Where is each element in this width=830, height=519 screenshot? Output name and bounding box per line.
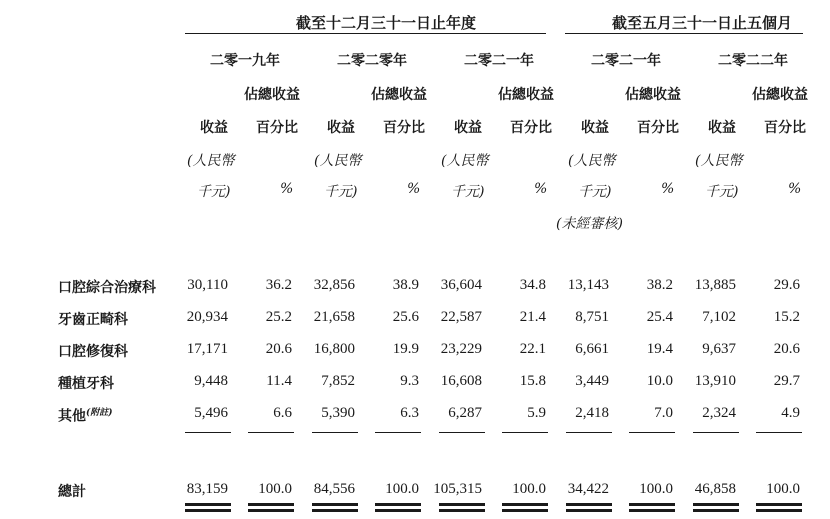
revenue-cell: 17,171 xyxy=(186,341,228,357)
subtotal-rule xyxy=(375,432,421,433)
total-percent-cell: 100.0 xyxy=(385,481,419,497)
unit-rmb-line1: (人民幣 xyxy=(695,153,743,169)
revenue-cell: 23,229 xyxy=(440,341,482,357)
total-revenue-cell: 83,159 xyxy=(186,481,228,497)
subtotal-rule xyxy=(502,432,548,433)
year-header: 二零二一年 xyxy=(591,53,661,69)
unit-pct: % xyxy=(280,181,294,197)
revenue-cell: 2,324 xyxy=(702,405,736,421)
period-underline-five-months xyxy=(565,33,803,34)
percent-cell: 10.0 xyxy=(646,373,673,389)
unit-rmb-line1: (人民幣 xyxy=(187,153,235,169)
revenue-header: 收益 xyxy=(581,120,609,136)
subtotal-rule xyxy=(629,432,675,433)
unit-pct: % xyxy=(407,181,421,197)
revenue-cell: 13,143 xyxy=(567,277,609,293)
subtotal-rule xyxy=(693,432,739,433)
unit-pct: % xyxy=(661,181,675,197)
row-label xyxy=(58,309,128,329)
subtotal-rule xyxy=(248,432,294,433)
unaudited-note: (未經審核) xyxy=(556,216,623,232)
total-double-rule xyxy=(312,503,358,506)
revenue-cell: 16,800 xyxy=(313,341,355,357)
unit-rmb-line2: 千元) xyxy=(705,184,739,200)
revenue-cell: 3,449 xyxy=(575,373,609,389)
row-label xyxy=(58,405,113,426)
total-double-rule xyxy=(375,509,421,512)
total-label: 總計 xyxy=(58,484,86,500)
total-double-rule xyxy=(439,509,485,512)
revenue-cell: 9,448 xyxy=(194,373,228,389)
row-label xyxy=(58,341,128,361)
total-double-rule xyxy=(185,503,231,506)
total-percent-cell: 100.0 xyxy=(258,481,292,497)
revenue-cell: 7,102 xyxy=(702,309,736,325)
row-footnote-marker: (附註) xyxy=(86,408,113,418)
total-double-rule xyxy=(629,503,675,506)
row-label-text: 口腔修復科 xyxy=(58,344,128,360)
unit-rmb-line1: (人民幣 xyxy=(314,153,362,169)
unit-rmb-line2: 千元) xyxy=(197,184,231,200)
revenue-cell: 13,910 xyxy=(694,373,736,389)
year-header: 二零二一年 xyxy=(464,53,534,69)
revenue-cell: 5,496 xyxy=(194,405,228,421)
percent-cell: 20.6 xyxy=(773,341,800,357)
revenue-cell: 30,110 xyxy=(187,277,228,293)
percent-cell: 36.2 xyxy=(265,277,292,293)
revenue-cell: 21,658 xyxy=(313,309,355,325)
subtotal-rule xyxy=(185,432,231,433)
percent-cell: 21.4 xyxy=(519,309,546,325)
revenue-cell: 6,661 xyxy=(575,341,609,357)
percent-cell: 25.2 xyxy=(265,309,292,325)
percent-cell: 7.0 xyxy=(654,405,673,421)
total-double-rule xyxy=(439,503,485,506)
pct-header-line1: 佔總收益 xyxy=(244,87,300,103)
revenue-cell: 36,604 xyxy=(440,277,482,293)
subtotal-rule xyxy=(312,432,358,433)
total-double-rule xyxy=(566,503,612,506)
revenue-cell: 9,637 xyxy=(702,341,736,357)
total-double-rule xyxy=(566,509,612,512)
total-revenue-cell: 46,858 xyxy=(694,481,736,497)
percent-cell: 34.8 xyxy=(519,277,546,293)
subtotal-rule xyxy=(566,432,612,433)
pct-header-line1: 佔總收益 xyxy=(752,87,808,103)
percent-cell: 11.4 xyxy=(266,373,292,389)
total-double-rule xyxy=(693,503,739,506)
pct-header-line1: 佔總收益 xyxy=(498,87,554,103)
percent-cell: 5.9 xyxy=(527,405,546,421)
subtotal-rule xyxy=(439,432,485,433)
revenue-header: 收益 xyxy=(454,120,482,136)
year-header: 二零二二年 xyxy=(718,53,788,69)
unit-pct: % xyxy=(534,181,548,197)
pct-header-line2: 百分比 xyxy=(383,120,425,136)
total-revenue-cell: 105,315 xyxy=(433,481,482,497)
total-double-rule xyxy=(629,509,675,512)
percent-cell: 15.2 xyxy=(773,309,800,325)
pct-header-line1: 佔總收益 xyxy=(625,87,681,103)
revenue-cell: 5,390 xyxy=(321,405,355,421)
percent-cell: 38.2 xyxy=(646,277,673,293)
revenue-header: 收益 xyxy=(708,120,736,136)
revenue-cell: 2,418 xyxy=(575,405,609,421)
total-double-rule xyxy=(312,509,358,512)
total-percent-cell: 100.0 xyxy=(639,481,673,497)
row-label-text: 口腔綜合治療科 xyxy=(58,280,156,296)
percent-cell: 15.8 xyxy=(519,373,546,389)
row-label-text: 種植牙科 xyxy=(58,376,114,392)
percent-cell: 38.9 xyxy=(392,277,419,293)
total-double-rule xyxy=(248,509,294,512)
revenue-cell: 7,852 xyxy=(321,373,355,389)
pct-header-line2: 百分比 xyxy=(510,120,552,136)
year-header: 二零一九年 xyxy=(210,53,280,69)
row-label-text: 其他 xyxy=(58,408,86,425)
total-double-rule xyxy=(248,503,294,506)
revenue-cell: 6,287 xyxy=(448,405,482,421)
percent-cell: 6.3 xyxy=(400,405,419,421)
unit-rmb-line2: 千元) xyxy=(324,184,358,200)
year-header: 二零二零年 xyxy=(337,53,407,69)
percent-cell: 19.4 xyxy=(646,341,673,357)
row-label-text: 牙齒正畸科 xyxy=(58,312,128,328)
percent-cell: 19.9 xyxy=(392,341,419,357)
total-revenue-cell: 34,422 xyxy=(567,481,609,497)
row-label xyxy=(58,373,114,393)
total-double-rule xyxy=(693,509,739,512)
pct-header-line2: 百分比 xyxy=(637,120,679,136)
total-double-rule xyxy=(185,509,231,512)
percent-cell: 9.3 xyxy=(400,373,419,389)
row-label xyxy=(58,277,156,297)
unit-rmb-line1: (人民幣 xyxy=(568,153,616,169)
total-percent-cell: 100.0 xyxy=(766,481,800,497)
period-header-full-year: 截至十二月三十一日止年度 xyxy=(296,14,477,32)
revenue-cell: 13,885 xyxy=(694,277,736,293)
percent-cell: 25.6 xyxy=(392,309,419,325)
percent-cell: 25.4 xyxy=(646,309,673,325)
percent-cell: 29.7 xyxy=(773,373,800,389)
period-underline-full-year xyxy=(185,33,546,34)
total-double-rule xyxy=(756,509,802,512)
revenue-cell: 32,856 xyxy=(313,277,355,293)
percent-cell: 6.6 xyxy=(273,405,292,421)
total-double-rule xyxy=(756,503,802,506)
revenue-header: 收益 xyxy=(200,120,228,136)
percent-cell: 29.6 xyxy=(773,277,800,293)
pct-header-line1: 佔總收益 xyxy=(371,87,427,103)
revenue-cell: 22,587 xyxy=(440,309,482,325)
revenue-cell: 20,934 xyxy=(186,309,228,325)
percent-cell: 22.1 xyxy=(519,341,546,357)
period-header-five-months: 截至五月三十一日止五個月 xyxy=(612,14,793,32)
revenue-cell: 8,751 xyxy=(575,309,609,325)
total-percent-cell: 100.0 xyxy=(512,481,546,497)
total-double-rule xyxy=(375,503,421,506)
total-double-rule xyxy=(502,509,548,512)
total-double-rule xyxy=(502,503,548,506)
unit-rmb-line1: (人民幣 xyxy=(441,153,489,169)
pct-header-line2: 百分比 xyxy=(256,120,298,136)
unit-pct: % xyxy=(788,181,802,197)
percent-cell: 20.6 xyxy=(265,341,292,357)
unit-rmb-line2: 千元) xyxy=(451,184,485,200)
total-revenue-cell: 84,556 xyxy=(313,481,355,497)
subtotal-rule xyxy=(756,432,802,433)
revenue-header: 收益 xyxy=(327,120,355,136)
unit-rmb-line2: 千元) xyxy=(578,184,612,200)
percent-cell: 4.9 xyxy=(781,405,800,421)
pct-header-line2: 百分比 xyxy=(764,120,806,136)
revenue-cell: 16,608 xyxy=(440,373,482,389)
